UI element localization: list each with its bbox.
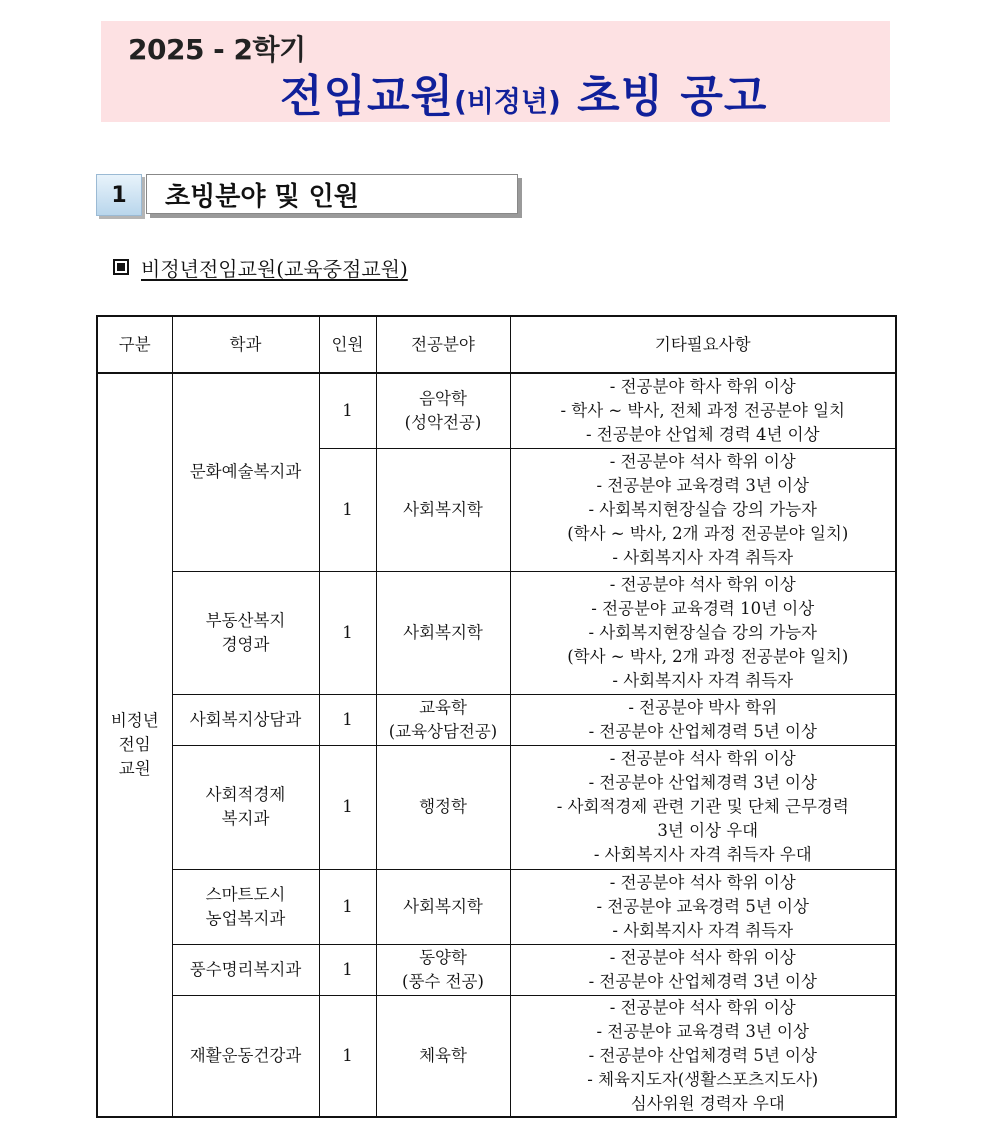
major-cell [376, 571, 510, 694]
notes-cell [510, 869, 896, 944]
title-paren: (비정년) [454, 85, 561, 118]
dept-line: 스마트도시 [205, 884, 286, 904]
dept-cell [172, 694, 319, 745]
note-line: - 전공분야 교육경력 3년 이상 [596, 1021, 809, 1041]
major-line: 사회복지학 [403, 896, 483, 916]
major-cell [376, 745, 510, 869]
major-cell [376, 944, 510, 995]
note-line: - 전공분야 산업체경력 5년 이상 [588, 1045, 817, 1065]
notes-cell [510, 448, 896, 571]
notes-cell [510, 745, 896, 869]
dept-line: 사회복지상담과 [189, 709, 302, 729]
dept-cell [172, 373, 319, 571]
note-line: - 전공분야 산업체 경력 4년 이상 [585, 424, 820, 444]
count-cell: 1 [319, 373, 376, 448]
subheading [113, 253, 408, 282]
square-bullet-icon [113, 259, 129, 275]
header-major: 전공분야 [376, 316, 510, 373]
note-line: - 체육지도자(생활스포츠지도사) [587, 1069, 819, 1089]
dept-line: 재활운동건강과 [189, 1045, 302, 1065]
title-end: 초빙 공고 [577, 71, 768, 122]
note-line: - 전공분야 산업체경력 5년 이상 [588, 721, 817, 741]
header-notes: 기타필요사항 [510, 316, 896, 373]
major-cell [376, 694, 510, 745]
major-cell [376, 995, 510, 1117]
title-main: 전임교원 [280, 71, 455, 122]
note-line: - 사회복지현장실습 강의 가능자 [588, 622, 818, 642]
note-line: - 사회복지사 자격 취득자 우대 [593, 845, 812, 864]
dept-line: 농업복지과 [205, 908, 286, 928]
table-row [97, 944, 896, 995]
notes-cell [510, 995, 896, 1117]
subheading-text: 비정년전임교원(교육중점교원) [141, 257, 408, 281]
table-row [97, 869, 896, 944]
count-cell: 1 [319, 571, 376, 694]
notes-cell [510, 571, 896, 694]
header-dept: 학과 [172, 316, 319, 373]
major-line: 행정학 [419, 797, 467, 816]
major-cell [376, 869, 510, 944]
count-cell: 1 [319, 869, 376, 944]
notes-cell [510, 373, 896, 448]
header-category: 구분 [97, 316, 172, 373]
major-line: (성악전공) [404, 412, 482, 432]
count-cell: 1 [319, 944, 376, 995]
note-line: - 전공분야 석사 학위 이상 [609, 872, 796, 892]
notes-cell [510, 944, 896, 995]
table-header-row [97, 316, 896, 373]
dept-line: 부동산복지 [205, 610, 286, 630]
note-line: 심사위원 경력자 우대 [630, 1093, 785, 1113]
dept-cell [172, 571, 319, 694]
dept-cell [172, 995, 319, 1117]
dept-cell [172, 745, 319, 869]
note-line: - 사회복지현장실습 강의 가능자 [588, 499, 818, 519]
major-line: 사회복지학 [403, 499, 483, 519]
note-line: (학사 ~ 박사, 2개 과정 전공분야 일치) [567, 646, 849, 666]
major-line: 동양학 [419, 947, 467, 967]
table-row [97, 995, 896, 1117]
note-line: - 전공분야 교육경력 5년 이상 [596, 896, 809, 916]
note-line: - 학사 ~ 박사, 전체 과정 전공분야 일치 [560, 400, 845, 420]
count-cell: 1 [319, 995, 376, 1117]
dept-line: 풍수명리복지과 [189, 959, 302, 979]
table-row [97, 694, 896, 745]
note-line: - 전공분야 석사 학위 이상 [609, 749, 796, 768]
dept-cell [172, 944, 319, 995]
category-line: 교원 [118, 759, 151, 778]
dept-line: 복지과 [221, 809, 270, 828]
dept-cell [172, 869, 319, 944]
notes-cell [510, 694, 896, 745]
table-row [97, 745, 896, 869]
dept-line: 사회적경제 [205, 785, 286, 804]
major-cell [376, 373, 510, 448]
header-count: 인원 [319, 316, 376, 373]
note-line: - 전공분야 석사 학위 이상 [609, 451, 796, 471]
section-number: 1 [96, 174, 142, 216]
major-line: 교육학 [419, 697, 467, 717]
count-cell: 1 [319, 448, 376, 571]
semester-label: 2025 - 2학기 [128, 33, 306, 66]
major-line: 사회복지학 [403, 622, 483, 642]
major-cell [376, 448, 510, 571]
note-line: - 전공분야 석사 학위 이상 [609, 997, 796, 1017]
major-line: 체육학 [419, 1045, 467, 1065]
major-line: 음악학 [419, 388, 467, 408]
note-line: - 전공분야 학사 학위 이상 [609, 376, 796, 396]
note-line: - 전공분야 석사 학위 이상 [609, 574, 796, 594]
note-line: (학사 ~ 박사, 2개 과정 전공분야 일치) [567, 523, 849, 543]
note-line: 3년 이상 우대 [657, 821, 759, 840]
category-line: 비정년 [110, 711, 159, 730]
note-line: - 사회복지사 자격 취득자 [612, 670, 794, 690]
note-line: - 사회적경제 관련 기관 및 단체 근무경력 [556, 797, 849, 816]
note-line: - 사회복지사 자격 취득자 [612, 920, 794, 940]
category-cell [97, 373, 172, 1117]
dept-line: 문화예술복지과 [189, 462, 302, 482]
note-line: - 전공분야 교육경력 10년 이상 [591, 598, 815, 618]
count-cell: 1 [319, 694, 376, 745]
note-line: - 전공분야 산업체경력 3년 이상 [588, 971, 817, 991]
section-title: 초빙분야 및 인원 [146, 174, 518, 214]
table-row [97, 571, 896, 694]
note-line: - 전공분야 교육경력 3년 이상 [596, 475, 809, 495]
note-line: - 전공분야 산업체경력 3년 이상 [588, 773, 817, 792]
dept-line: 경영과 [221, 634, 270, 654]
count-cell: 1 [319, 745, 376, 869]
category-line: 전임 [118, 735, 151, 754]
note-line: - 전공분야 박사 학위 [628, 697, 778, 717]
page-title [280, 60, 767, 124]
note-line: - 전공분야 석사 학위 이상 [609, 947, 796, 967]
table-row [97, 373, 896, 448]
major-line: (교육상담전공) [388, 721, 498, 741]
major-line: (풍수 전공) [402, 971, 484, 991]
note-line: - 사회복지사 자격 취득자 [612, 547, 794, 567]
recruitment-table [96, 315, 897, 1118]
